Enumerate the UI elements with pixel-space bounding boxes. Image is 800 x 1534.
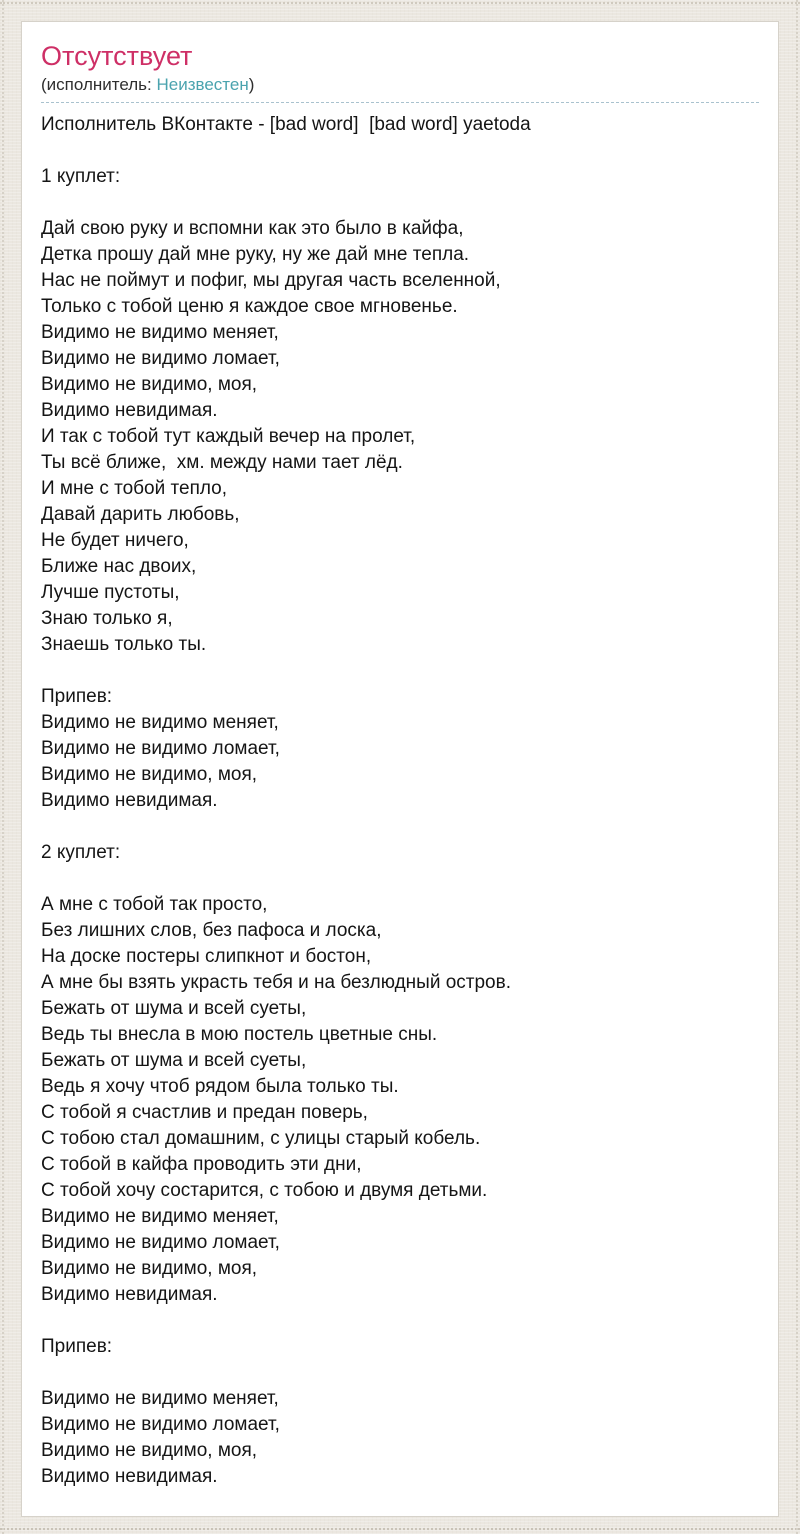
lyric-line: И так с тобой тут каждый вечер на пролет, xyxy=(41,426,416,447)
lyric-line: С тобой в кайфа проводить эти дни, xyxy=(41,1154,362,1175)
stitch-border-top xyxy=(0,2,800,4)
lyric-line: Знаю только я, xyxy=(41,608,173,629)
artist-line xyxy=(41,75,759,103)
lyric-line: Видимо не видимо ломает, xyxy=(41,348,280,369)
lyric-line xyxy=(41,1308,759,1334)
lyric-line xyxy=(41,658,759,684)
lyric-line: А мне с тобой так просто, xyxy=(41,894,268,915)
lyric-line: Бежать от шума и всей суеты, xyxy=(41,998,307,1019)
lyric-line: Лучше пустоты, xyxy=(41,582,180,603)
lyric-line: Видимо не видимо меняет, xyxy=(41,322,279,343)
lyric-line: Видимо не видимо, моя, xyxy=(41,1258,258,1279)
lyric-line: Видимо не видимо меняет, xyxy=(41,712,279,733)
lyric-line: Видимо невидимая. xyxy=(41,790,218,811)
lyric-line: Ведь ты внесла в мою постель цветные сны. xyxy=(41,1024,438,1045)
lyrics-text xyxy=(41,112,759,1490)
lyric-line xyxy=(41,190,759,216)
lyric-line: Давай дарить любовь, xyxy=(41,504,240,525)
lyric-line: Видимо не видимо меняет, xyxy=(41,1206,279,1227)
lyric-line: Детка прошу дай мне руку, ну же дай мне тепла. xyxy=(41,244,470,265)
lyric-line: С тобою стал домашним, с улицы старый кобель. xyxy=(41,1128,481,1149)
lyric-line: Видимо не видимо ломает, xyxy=(41,738,280,759)
lyric-line: Нас не поймут и пофиг, мы другая часть вселенной, xyxy=(41,270,501,291)
lyric-line: Видимо невидимая. xyxy=(41,1284,218,1305)
lyrics-card xyxy=(21,21,779,1517)
artist-label: (исполнитель: xyxy=(41,75,157,94)
lyric-line: С тобой хочу состарится, с тобою и двумя детьми. xyxy=(41,1180,488,1201)
song-title: Отсутствует xyxy=(41,41,193,71)
lyric-line: Только с тобой ценю я каждое свое мгновенье. xyxy=(41,296,458,317)
artist-line-suffix: ) xyxy=(248,75,255,94)
lyric-line xyxy=(41,814,759,840)
stitch-border-left xyxy=(2,0,4,1534)
lyric-line: А мне бы взять украсть тебя и на безлюдный остров. xyxy=(41,972,511,993)
lyric-line: Дай свою руку и вспомни как это было в кайфа, xyxy=(41,218,464,239)
artist-link[interactable]: Неизвестен xyxy=(156,75,249,94)
lyric-line xyxy=(41,1360,759,1386)
lyric-line: Припев: xyxy=(41,686,113,707)
lyric-line: Исполнитель ВКонтакте - [bad word] [bad word] yaetoda xyxy=(41,114,531,135)
lyric-line: Видимо не видимо меняет, xyxy=(41,1388,279,1409)
lyric-line: Видимо не видимо, моя, xyxy=(41,1440,258,1461)
lyric-line: Ближе нас двоих, xyxy=(41,556,197,577)
lyric-line: 2 куплет: xyxy=(41,842,121,863)
lyric-line: На доске постеры слипкнот и бостон, xyxy=(41,946,372,967)
lyric-line: С тобой я счастлив и предан поверь, xyxy=(41,1102,368,1123)
stitch-border-bottom xyxy=(0,1528,800,1530)
lyric-line: Не будет ничего, xyxy=(41,530,189,551)
lyric-line xyxy=(41,866,759,892)
lyric-line: Видимо не видимо, моя, xyxy=(41,764,258,785)
lyric-line: Видимо не видимо ломает, xyxy=(41,1414,280,1435)
lyric-line: Бежать от шума и всей суеты, xyxy=(41,1050,307,1071)
lyric-line: Ведь я хочу чтоб рядом была только ты. xyxy=(41,1076,399,1097)
lyric-line: Ты всё ближе, хм. между нами тает лёд. xyxy=(41,452,403,473)
lyric-line: Припев: xyxy=(41,1336,113,1357)
lyric-line: И мне с тобой тепло, xyxy=(41,478,228,499)
stitch-border-right xyxy=(796,0,798,1534)
lyric-line: 1 куплет: xyxy=(41,166,121,187)
lyric-line: Видимо не видимо, моя, xyxy=(41,374,258,395)
lyric-line: Без лишних слов, без пафоса и лоска, xyxy=(41,920,382,941)
lyric-line: Видимо не видимо ломает, xyxy=(41,1232,280,1253)
lyric-line: Видимо невидимая. xyxy=(41,1466,218,1487)
lyric-line: Видимо невидимая. xyxy=(41,400,218,421)
lyric-line: Знаешь только ты. xyxy=(41,634,207,655)
lyric-line xyxy=(41,138,759,164)
